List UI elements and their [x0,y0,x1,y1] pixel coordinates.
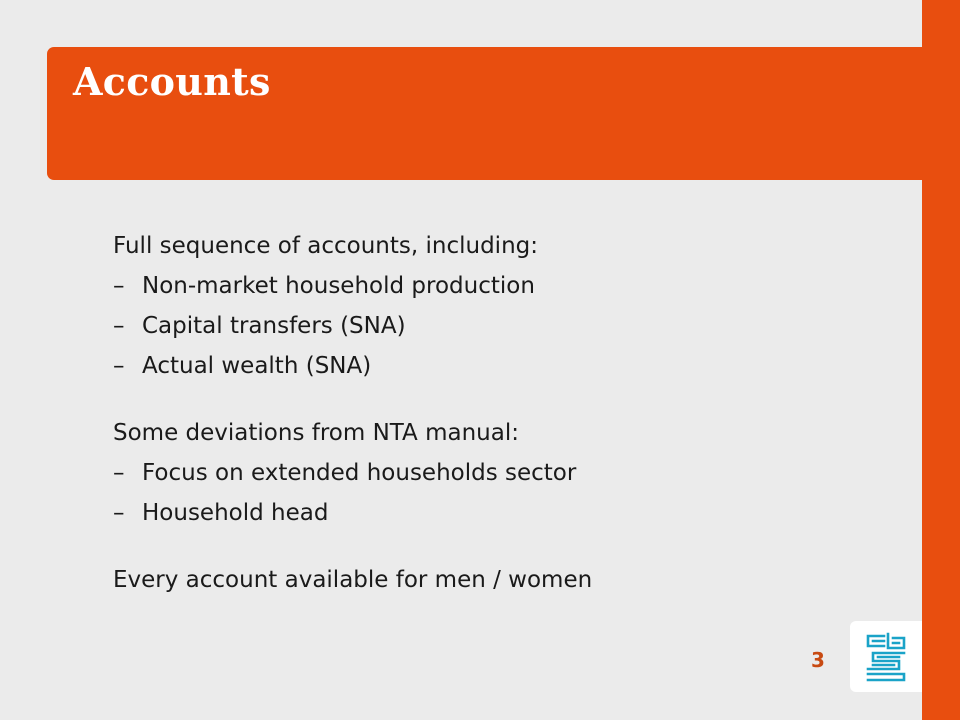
block-heading: Full sequence of accounts, including: [113,233,538,259]
content-block-gender [113,560,873,600]
cbs-logo-icon [864,632,908,682]
bullet-list [113,266,873,386]
bullet-item [113,493,873,533]
slide-title: Accounts [73,59,271,104]
logo-box [850,621,922,692]
dash-marker: – [113,273,125,299]
bullet-item [113,306,873,346]
bullet-text: Non-market household production [142,273,535,299]
dash-marker: – [113,353,125,379]
dash-marker: – [113,460,125,486]
content-block-deviations [113,413,873,533]
slide-content [113,226,873,627]
page-number: 3 [811,648,825,672]
bullet-text: Household head [142,500,329,526]
bullet-item [113,266,873,306]
title-banner [47,47,922,180]
bullet-item [113,346,873,386]
right-accent-bar [922,0,960,720]
dash-marker: – [113,500,125,526]
dash-marker: – [113,313,125,339]
bullet-item [113,453,873,493]
block-heading: Some deviations from NTA manual: [113,420,519,446]
bullet-text: Capital transfers (SNA) [142,313,406,339]
block-heading: Every account available for men / women [113,567,593,593]
content-block-accounts [113,226,873,386]
bullet-list [113,453,873,533]
bullet-text: Focus on extended households sector [142,460,577,486]
bullet-text: Actual wealth (SNA) [142,353,372,379]
